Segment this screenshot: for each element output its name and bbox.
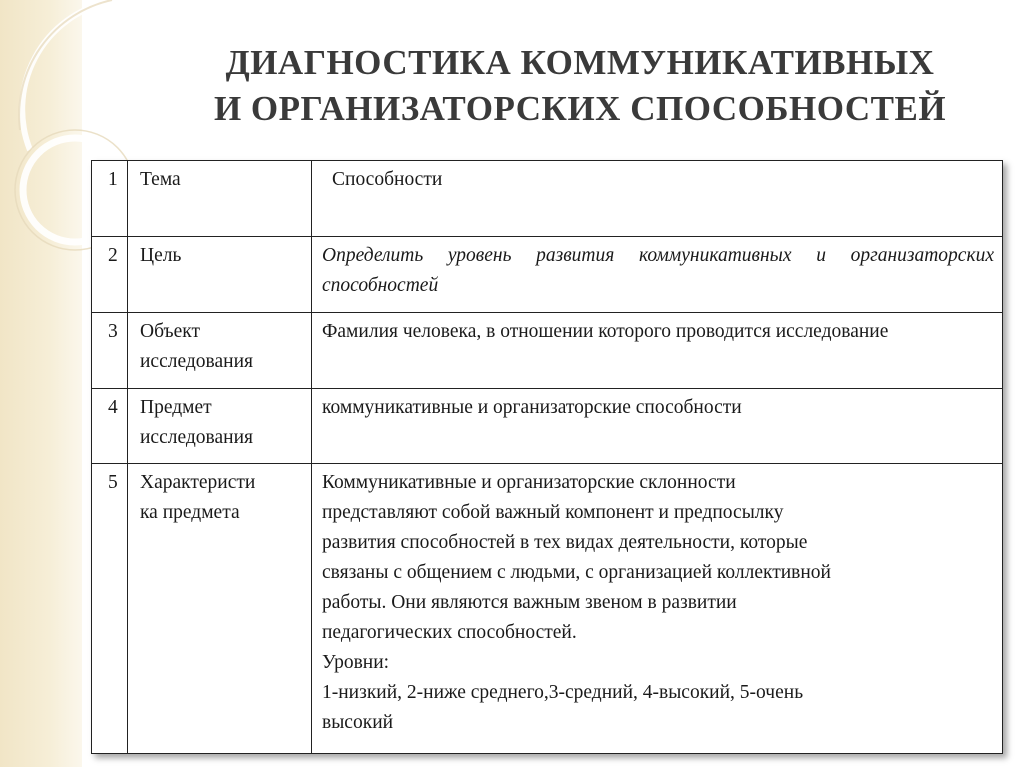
title-line-2: И ОРГАНИЗАТОРСКИХ СПОСОБНОСТЕЙ bbox=[213, 89, 947, 128]
table-row bbox=[92, 464, 1003, 754]
row-topic: Предмет исследования bbox=[128, 389, 312, 464]
row-content: коммуникативные и организаторские способности bbox=[312, 389, 1003, 464]
row-content: Фамилия человека, в отношении которого проводится исследование bbox=[312, 313, 1003, 389]
title-line-1: ДИАГНОСТИКА КОММУНИКАТИВНЫХ bbox=[225, 43, 935, 82]
row-number: 2 bbox=[92, 237, 128, 313]
row-topic-line: Характеристи bbox=[140, 472, 256, 493]
table-row bbox=[92, 313, 1003, 389]
content-line: работы. Они являются важным звеном в развитии bbox=[322, 592, 737, 613]
row-number: 5 bbox=[92, 464, 128, 754]
row-topic bbox=[128, 464, 312, 754]
row-topic: Тема bbox=[128, 161, 312, 237]
table-row bbox=[92, 389, 1003, 464]
info-table bbox=[91, 160, 1003, 754]
row-number: 3 bbox=[92, 313, 128, 389]
content-line: развития способностей в тех видах деятельности, которые bbox=[322, 532, 808, 553]
row-content bbox=[312, 161, 1003, 237]
content-line: представляют собой важный компонент и предпосылку bbox=[322, 502, 784, 523]
row-content bbox=[312, 464, 1003, 754]
slide-title bbox=[150, 40, 1010, 132]
content-line: педагогических способностей. bbox=[322, 622, 577, 643]
row-number: 4 bbox=[92, 389, 128, 464]
content-line: Уровни: bbox=[322, 652, 390, 673]
table-row bbox=[92, 161, 1003, 237]
row-topic: Цель bbox=[128, 237, 312, 313]
content-line: высокий bbox=[322, 712, 394, 733]
row-content: Определить уровень развития коммуникативных и организаторских способностей bbox=[312, 237, 1003, 313]
content-line: связаны с общением с людьми, с организацией коллективной bbox=[322, 562, 831, 583]
table-row bbox=[92, 237, 1003, 313]
row-number: 1 bbox=[92, 161, 128, 237]
info-table-container bbox=[91, 160, 1002, 754]
row-topic-line: ка предмета bbox=[140, 502, 240, 523]
content-line: 1-низкий, 2-ниже среднего,3-средний, 4-высокий, 5-очень bbox=[322, 682, 804, 703]
content-line: Коммуникативные и организаторские склонности bbox=[322, 472, 736, 493]
row-topic: Объект исследования bbox=[128, 313, 312, 389]
row-content-text: Способности bbox=[332, 169, 443, 190]
